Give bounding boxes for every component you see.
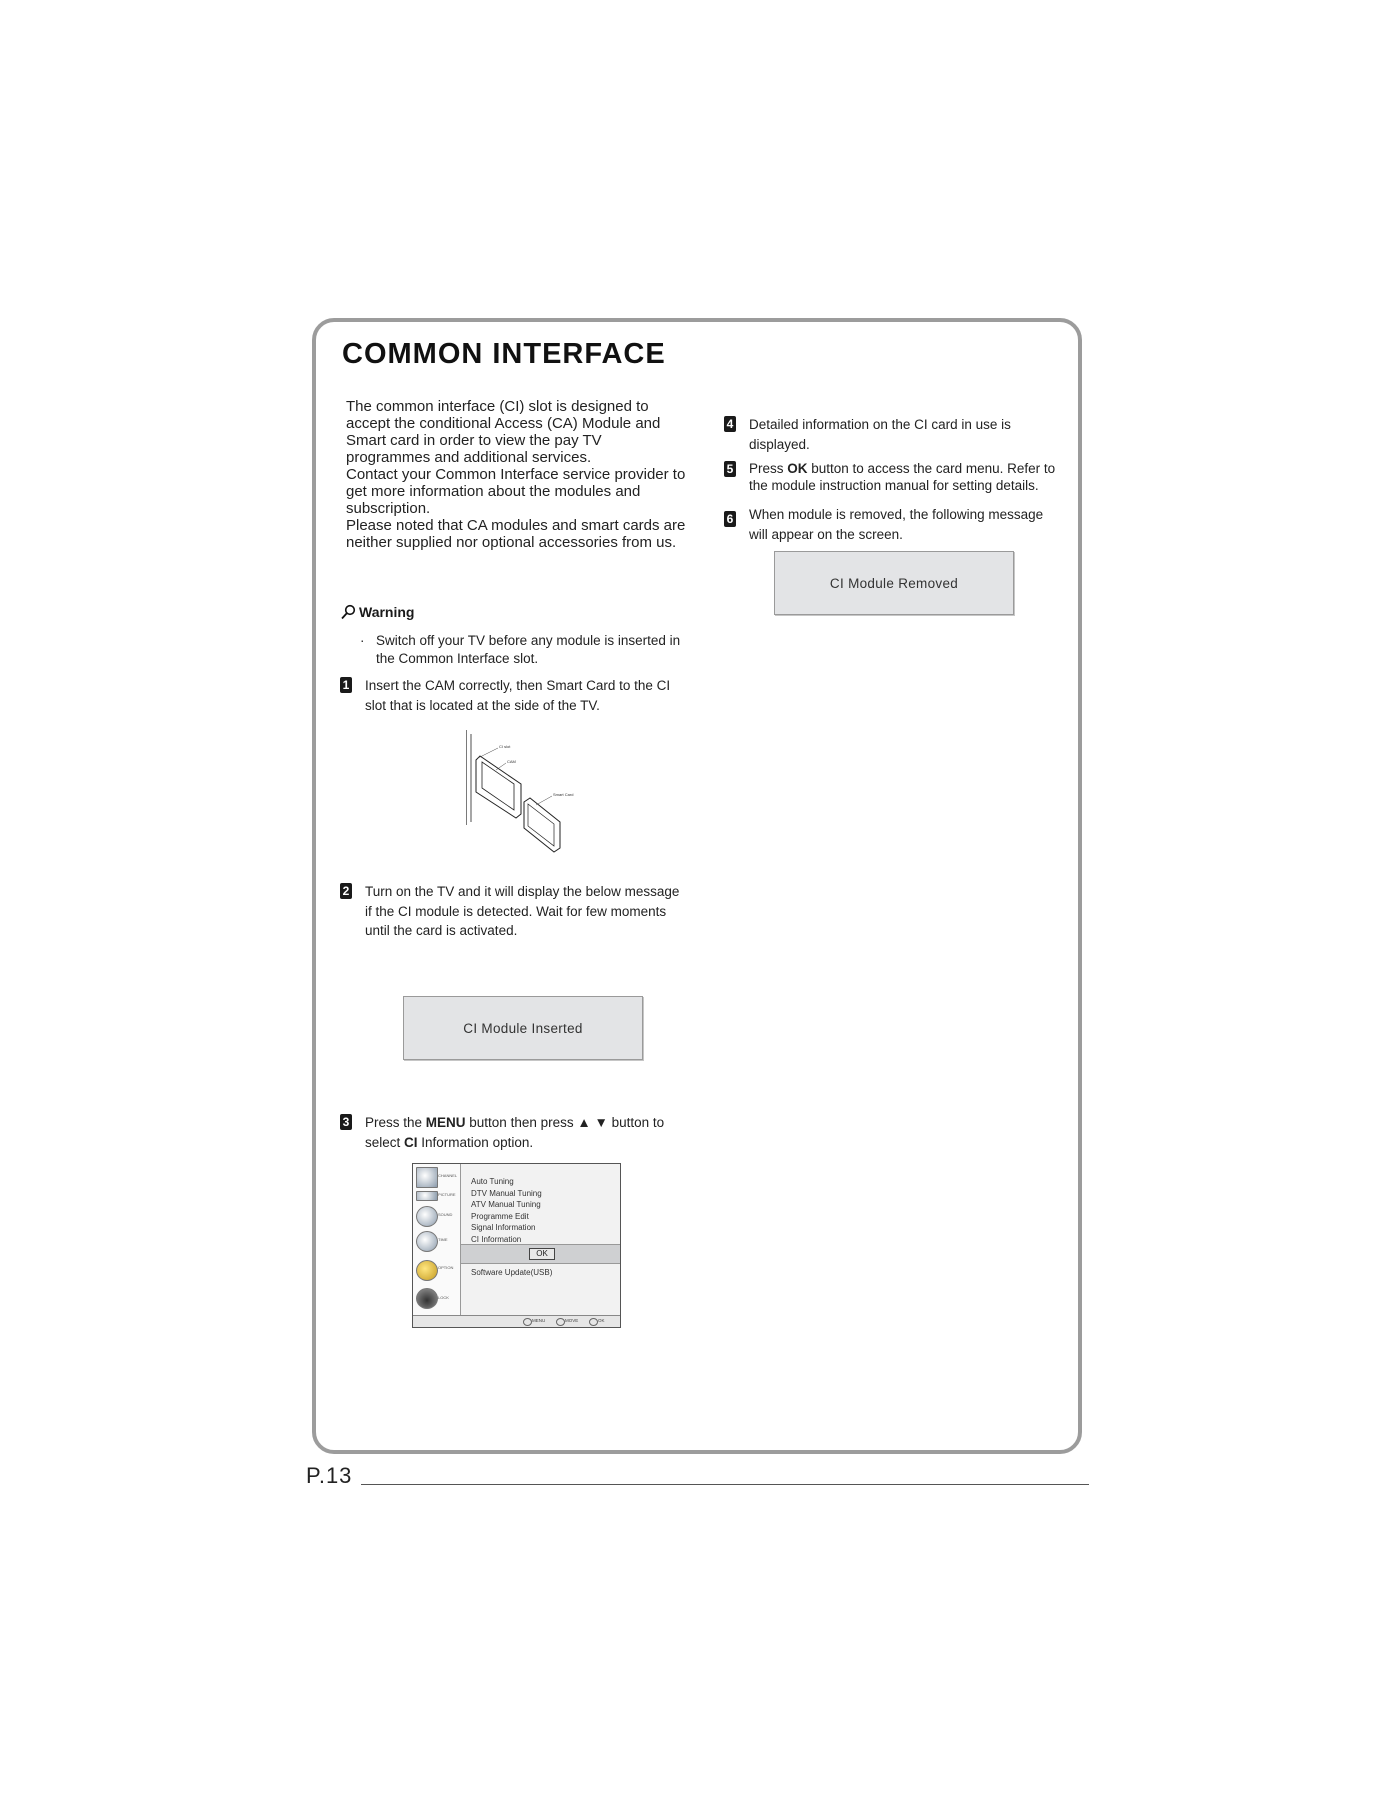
step-text: When module is removed, the following message will appear on the screen. (749, 507, 1044, 542)
intro-paragraph: Please noted that CA modules and smart cards are neither supplied nor optional accessories from us. (346, 517, 686, 551)
option-icon (416, 1260, 438, 1281)
label-leader (496, 763, 506, 770)
menu-item-list (471, 1176, 542, 1245)
warning-bullet (358, 632, 692, 668)
move-key-icon (556, 1318, 565, 1326)
smart-card (524, 798, 560, 852)
step-text: Detailed information on the CI card in use is displayed. (749, 417, 1011, 452)
step-5 (724, 460, 1060, 494)
step-number-badge: 3 (340, 1114, 352, 1130)
bullet-dot: · (360, 633, 365, 648)
menu-footer (413, 1315, 620, 1327)
cam-label: CAM (507, 759, 516, 764)
menu-item-atv-manual-tuning[interactable]: ATV Manual Tuning (471, 1200, 541, 1209)
label-leader (536, 796, 552, 805)
ci-module-removed-message: CI Module Removed (774, 551, 1014, 615)
menu-key-icon (523, 1318, 532, 1326)
time-icon (416, 1231, 438, 1252)
ok-key-label: OK (787, 461, 808, 476)
menu-item-ci-information[interactable]: CI Information (471, 1234, 522, 1244)
step-text-part: button then press ▲ ▼ button to select (365, 1115, 665, 1150)
step-number-badge: 1 (340, 677, 352, 693)
page-number: P.13 (306, 1463, 353, 1488)
lock-icon (416, 1288, 438, 1309)
footer-rule (361, 1484, 1089, 1485)
step-3 (340, 1113, 686, 1152)
sidebar-label: LOCK (438, 1295, 449, 1300)
step-number-badge: 4 (724, 416, 736, 432)
step-text (724, 460, 1060, 494)
magnifier-icon (340, 604, 356, 620)
warning-text: Switch off your TV before any module is inserted in the Common Interface slot. (376, 633, 681, 666)
menu-sidebar (413, 1164, 461, 1317)
intro-paragraph: The common interface (CI) slot is designed to accept the conditional Access (CA) Module and Smart card in order to view the pay TV programmes and additional services. (346, 398, 661, 466)
menu-key-label: MENU (425, 1115, 466, 1130)
ci-module-inserted-message: CI Module Inserted (403, 996, 643, 1060)
sidebar-label: PICTURE (438, 1192, 456, 1197)
ok-button[interactable]: OK (529, 1248, 555, 1260)
step-text-part: Press the (365, 1115, 426, 1130)
picture-icon (416, 1191, 438, 1201)
intro-paragraph: Contact your Common Interface service provider to get more information about the modules and subscription. (346, 466, 686, 517)
ok-key-icon (589, 1318, 598, 1326)
warning-label: Warning (359, 604, 415, 620)
step-text (340, 1113, 686, 1152)
menu-item-signal-information[interactable]: Signal Information (471, 1223, 536, 1232)
ci-slot-label: CI slot (499, 744, 511, 749)
sidebar-label: TIME (438, 1237, 448, 1242)
menu-item-auto-tuning[interactable]: Auto Tuning (471, 1177, 514, 1186)
step-number-badge: 2 (340, 883, 352, 899)
ok-bar (461, 1244, 620, 1264)
sidebar-label: CHANNEL (438, 1173, 458, 1178)
page-title: COMMON INTERFACE (342, 338, 666, 370)
step-text-part: Press (749, 461, 788, 476)
step-number-badge: 5 (724, 461, 736, 477)
footer-hint: MENU (532, 1318, 546, 1323)
intro-text (346, 398, 686, 551)
channel-icon (416, 1167, 438, 1188)
ci-key-label: CI (404, 1134, 418, 1150)
step-6 (724, 505, 1060, 544)
menu-item-programme-edit[interactable]: Programme Edit (471, 1211, 529, 1221)
footer-hint: OK (598, 1318, 605, 1323)
menu-item-software-update[interactable]: Software Update(USB) (471, 1268, 553, 1277)
step-number-badge: 6 (724, 511, 736, 527)
cam-insertion-illustration (466, 730, 596, 860)
step-text: Turn on the TV and it will display the below message if the CI module is detected. Wait for few moments until the card is activated. (365, 884, 680, 938)
tv-menu-screenshot (412, 1163, 621, 1328)
label-leader (478, 748, 498, 758)
sidebar-label: OPTION (438, 1265, 454, 1270)
step-1 (340, 676, 686, 715)
smart-card-label: Smart Card (553, 792, 574, 797)
step-text: Insert the CAM correctly, then Smart Card to the CI slot that is located at the side of the TV. (365, 678, 671, 713)
warning-heading (340, 604, 414, 620)
sound-icon (416, 1206, 438, 1227)
step-4 (724, 415, 1060, 454)
sidebar-label: SOUND (438, 1212, 453, 1217)
step-text-part: button to access the card menu. Refer to the module instruction manual for setting details. (749, 461, 1056, 493)
menu-item-dtv-manual-tuning[interactable]: DTV Manual Tuning (471, 1188, 542, 1198)
step-text-part: Information option. (417, 1134, 534, 1150)
footer-hint: MOVE (565, 1318, 579, 1323)
step-2 (340, 882, 686, 941)
